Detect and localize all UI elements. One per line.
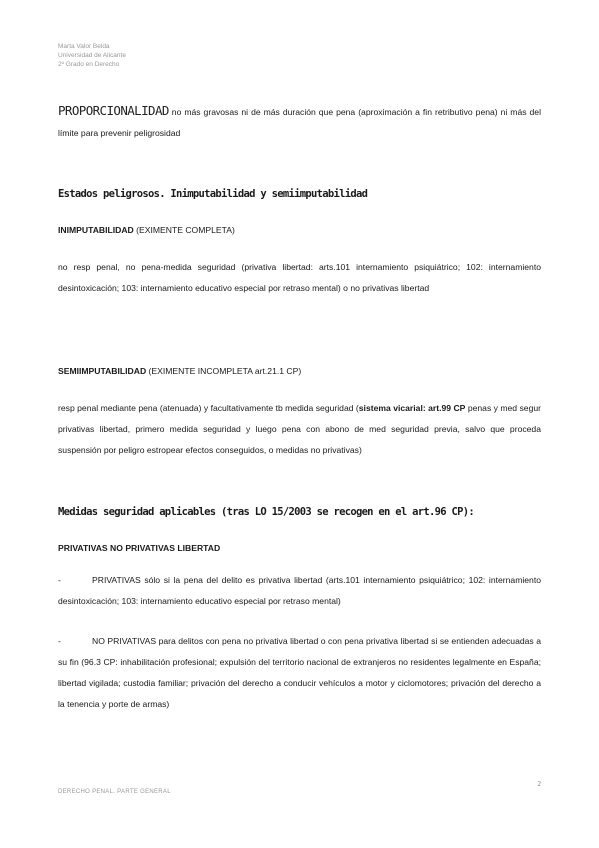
inimputabilidad-text: no resp penal, no pena-medida seguridad (privativa libertad: arts.101 internamiento psiquiátrico; 102: internamiento desintoxicación; 103: internamiento educativo especial por retraso mental) o no privativas libertad: [58, 262, 541, 293]
semiimputabilidad-text-a: resp penal mediante pena (atenuada) y facultativamente tb medida seguridad (: [58, 403, 359, 413]
proporcionalidad-title: PROPORCIONALIDAD: [58, 103, 169, 118]
semiimputabilidad-suffix: (EXIMENTE INCOMPLETA art.21.1 CP): [146, 366, 302, 376]
proporcionalidad-paragraph: [58, 100, 541, 144]
inimputabilidad-title: INIMPUTABILIDAD: [58, 225, 134, 235]
semiimputabilidad-text: [58, 398, 541, 461]
page-footer: DERECHO PENAL. PARTE GENERAL: [58, 789, 171, 795]
semiimputabilidad-title: SEMIIMPUTABILIDAD: [58, 366, 147, 376]
page-header: [58, 42, 126, 69]
semiimputabilidad-text-b: penas y med segur privativas libertad, primero medida seguridad y luego pena con abono de med seguridad previa, salvo que proceda suspensión por peligro estropear efectos conseguidos, o medidas no privativas): [58, 403, 541, 455]
list-item-privativas: [58, 570, 541, 612]
proporcionalidad-text: no más gravosas ni de más duración que pena (aproximación a fin retributivo pena) ni más del límite para prevenir peligrosidad: [58, 107, 541, 138]
list-item-no-privativas: [58, 631, 541, 715]
inimputabilidad-suffix: (EXIMENTE COMPLETA): [133, 225, 235, 235]
list-dash: -: [58, 575, 61, 585]
privativas-heading: PRIVATIVAS NO PRIVATIVAS LIBERTAD: [58, 543, 221, 553]
list-item-privativas-text: PRIVATIVAS sólo si la pena del delito es privativa libertad (arts.101 internamiento psiquiátrico; 102: internamiento desintoxicación; 103: internamiento educativo especial por retraso mental): [58, 575, 541, 606]
sistema-vicarial: sistema vicarial: art.99 CP: [358, 403, 466, 413]
university: Universidad de Alicante: [58, 52, 126, 59]
section-heading-medidas: Medidas seguridad aplicables (tras LO 15/2003 se recogen en el art.96 CP):: [58, 506, 474, 518]
list-item-no-privativas-text: NO PRIVATIVAS para delitos con pena no privativa libertad o con pena privativa libertad si se entienden adecuadas a su fin (96.3 CP: inhabilitación profesional; expulsión del territorio nacional de extranjeros no residentes legalmente en España; libertad vigilada; custodia familiar; privación del derecho a conducir vehículos a motor y ciclomotores; privación del derecho a la tenencia y porte de armas): [58, 636, 541, 709]
inimputabilidad-heading: [58, 225, 235, 235]
course: 2º Grado en Derecho: [58, 61, 120, 68]
semiimputabilidad-heading: [58, 366, 301, 376]
section-heading-estados: Estados peligrosos. Inimputabilidad y semiimputabilidad: [58, 188, 368, 200]
list-dash: -: [58, 636, 61, 646]
author-name: Marta Valor Belda: [58, 43, 110, 50]
page-number: 2: [537, 780, 541, 788]
